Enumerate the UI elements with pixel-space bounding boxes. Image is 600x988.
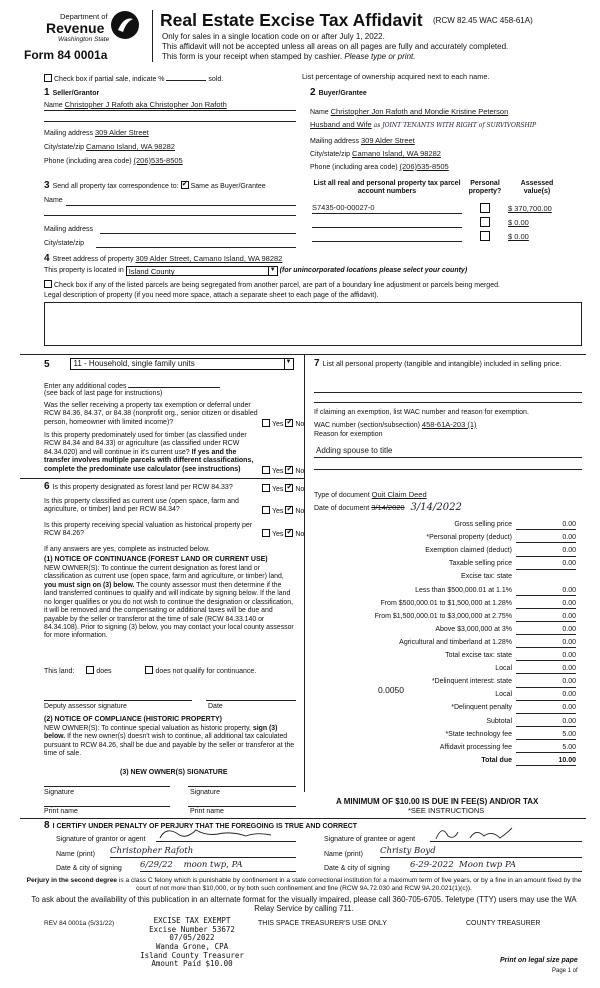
notice1-text-c: The county assessor must then determine if the land transferred continues to qualify and will indicate by signing below. If the land no longer qualifies or you do not wish to continue the designation or classification, it will be removed and the compensating or additional taxes will be due and payable by the seller or transferor at the time of sale (RCW 84.33.140 or 84.34.108). Prior to signing (3) below, you may contact your local county assessor for more information. (44, 581, 294, 640)
tax-row-value[interactable]: 0.00 (516, 652, 576, 661)
tax-row-label: *Delinquent interest: state (431, 678, 512, 686)
section2-num: 2 (310, 87, 316, 98)
no-label: No (295, 531, 305, 538)
located-label: This property is located in (44, 267, 124, 274)
section3-city-label: City/state/zip (44, 240, 85, 247)
section3-name-label: Name (44, 197, 63, 204)
additional-codes-field[interactable] (128, 380, 220, 388)
tax-row-value[interactable]: 0.00 (516, 678, 576, 687)
tax-row-label: Total excise tax: state (445, 652, 512, 659)
tax-row-label: Above $3,000,000 at 3% (435, 625, 512, 633)
notice1-text-a: NEW OWNER(S): To continue the current designation as forest land or classification as current use (open space, farm and agriculture, or timber) land, (44, 565, 284, 581)
seller-address-label: Mailing address (44, 130, 94, 137)
doc-type-field[interactable]: Quit Claim Deed (371, 490, 427, 499)
tax-row-value[interactable]: 0.00 (516, 704, 576, 713)
exemption-claim-label: If claiming an exemption, list WAC number and reason for exemption. (314, 409, 529, 416)
tax-row-label: *Delinquent penalty (451, 704, 512, 712)
does-qualify-checkbox[interactable] (86, 666, 94, 674)
notice2-text-a: NEW OWNER(S): To continue special valuation as historic property, (44, 725, 251, 732)
buyer-phone-field[interactable]: (206)535-8505 (399, 162, 449, 171)
personal-property-checkbox[interactable] (480, 217, 490, 227)
treasurer-stamp (132, 917, 252, 969)
deputy-date-label: Date (208, 703, 223, 710)
seller-city-field[interactable]: Camano Island, WA 98282 (86, 142, 175, 151)
form-title: Real Estate Excise Tax Affidavit (160, 10, 423, 30)
stamp-line: Excise Number 53672 (149, 924, 235, 934)
timber-question-note: If yes and the transfer involves multiple parcels with different classifications, complete the predominate use calculator (see instructions) (44, 448, 254, 473)
tax-row-value[interactable]: 0.00 (516, 560, 576, 569)
tax-row (296, 678, 576, 689)
no-label: No (295, 468, 305, 475)
parcel-number-field[interactable]: S7435-00-00027-0 (312, 203, 375, 212)
personal-property-label: List all personal property (tangible and intangible) included in selling price. (322, 359, 562, 368)
same-as-buyer-label: Same as Buyer/Grantee (190, 183, 266, 190)
grantee-name-label: Name (print) (324, 851, 363, 858)
assessed-value-field[interactable]: $ 0.00 (508, 232, 529, 241)
section3-num: 3 (44, 180, 50, 191)
tax-row (296, 560, 576, 571)
no-label: No (295, 421, 305, 428)
tax-row (296, 731, 576, 742)
personal-property-checkbox[interactable] (480, 231, 490, 241)
minimum-due-note: A MINIMUM OF $10.00 IS DUE IN FEE(S) AND/OR TAX (336, 797, 539, 806)
yes-label: Yes (272, 421, 284, 428)
current-use-yes-checkbox[interactable] (262, 506, 270, 514)
grantee-date-label: Date & city of signing (324, 865, 390, 872)
stamp-line: Amount Paid $10.00 (151, 959, 233, 969)
forest-question: Is this property designated as forest land per RCW 84.33? (52, 484, 233, 491)
tax-row-value[interactable]: 0.00 (516, 600, 576, 609)
same-as-buyer-checkbox[interactable] (181, 181, 189, 189)
tax-row-value[interactable]: 0.00 (516, 613, 576, 622)
page-number: Page 1 of (552, 968, 578, 974)
parcels-header-personal: Personal property? (468, 180, 502, 196)
personal-property-checkbox[interactable] (480, 203, 490, 213)
grantor-name-field[interactable]: Christopher Rafoth (110, 846, 296, 858)
forest-yes-checkbox[interactable] (262, 484, 270, 492)
partial-sale-percent-field[interactable] (166, 73, 206, 81)
local-rate: 0.0050 (378, 685, 404, 695)
tax-row-value[interactable]: 0.00 (516, 547, 576, 556)
historic-yes-checkbox[interactable] (262, 529, 270, 537)
this-land-label: This land: (44, 668, 75, 675)
q2-yes-checkbox[interactable] (262, 466, 270, 474)
partial-sale-sold: sold. (208, 76, 224, 83)
no-label: No (295, 486, 305, 493)
yes-label: Yes (272, 486, 284, 493)
q1-yes-checkbox[interactable] (262, 419, 270, 427)
use-code-value: 11 - Household, single family units (73, 359, 195, 368)
tax-row (296, 613, 576, 624)
buyer-name-label: Name (310, 109, 329, 116)
section3-address-label: Mailing address (44, 226, 94, 233)
perjury-text: is a class C felony which is punishable by confinement in a state correctional institution for a maximum term of five years, or by a fine in an amount fixed by the court of not more than $10,000, or by both such confinement and fine (RCW 9A.72.030 and RCW 9A.20.021(1)(c)). (118, 877, 582, 892)
buyer-city-label: City/state/zip (310, 151, 351, 158)
seller-heading: Seller/Grantor (52, 90, 100, 97)
tax-row-value[interactable]: 0.00 (516, 626, 576, 635)
form-rcw: (RCW 82.45 WAC 458-61A) (433, 16, 533, 25)
rev-number: REV 84 0001a (5/31/22) (44, 920, 115, 927)
wa-logo-icon (110, 10, 140, 40)
tax-row-label: From $1,500,000.01 to $3,000,000 at 2.75% (374, 612, 512, 620)
see-instructions: *SEE INSTRUCTIONS (408, 806, 485, 815)
segregated-label: Check box if any of the listed parcels are being segregated from another parcel, are part of a boundary line adjustment or parcels being merged. (54, 282, 500, 289)
exemption-question: Was the seller receiving a property tax exemption or deferral under RCW 84.36, 84.37, or 84.38 (nonprofit org., senior citizen or disabled person, homeowner with limited income)? (44, 402, 258, 426)
grantor-date-field[interactable]: 6/29/22 moon twp, PA (140, 860, 296, 872)
grantee-date-field[interactable]: 6-29-2022 Moon twp PA (410, 860, 582, 872)
tax-row (296, 718, 576, 729)
if-any-yes: If any answers are yes, complete as instructed below. (44, 546, 210, 553)
tax-row (296, 547, 576, 558)
buyer-name-field[interactable]: Christopher Jon Rafoth and Mondie Kristine Peterson (330, 107, 509, 116)
note3: This form is your receipt when stamped by cashier. (162, 52, 343, 61)
notice2-text-b: sign (3) below. (44, 725, 278, 741)
section8-num: 8 (44, 820, 50, 831)
tax-row-value[interactable]: 5.00 (516, 731, 576, 740)
tax-row-label: Gross selling price (454, 521, 512, 528)
buyer-address-field[interactable]: 309 Alder Street (360, 136, 415, 145)
buyer-name2-field[interactable]: Husband and Wife (310, 120, 372, 129)
legal-description-label: Legal description of property (if you need more space, attach a separate sheet to each page of the affidavit). (44, 292, 379, 299)
does-not-qualify-checkbox[interactable] (145, 666, 153, 674)
grantor-signature-image (156, 826, 296, 842)
seller-phone-label: Phone (including area code) (44, 158, 132, 165)
county-note: (for unincorporated locations please select your county) (279, 267, 468, 274)
dept-line2: Revenue (46, 20, 105, 36)
tax-row-value[interactable]: 0.00 (516, 665, 576, 674)
tax-row-value[interactable]: 10.00 (516, 757, 576, 766)
deputy-signature-label: Deputy assessor signature (44, 703, 127, 710)
does-not-label: does not qualify for continuance. (155, 668, 257, 675)
seller-address-field[interactable]: 309 Alder Street (94, 128, 149, 137)
yes-label: Yes (272, 468, 284, 475)
tax-row (296, 521, 576, 532)
grantee-signature-field[interactable] (430, 826, 582, 842)
section4-num: 4 (44, 253, 50, 264)
county-select[interactable] (126, 266, 278, 276)
tax-row-label: Excise tax: state (461, 573, 512, 581)
tax-row (296, 744, 576, 755)
use-code-select[interactable] (70, 358, 294, 370)
tax-row-label: From $500,000.01 to $1,500,000 at 1.28% (380, 599, 512, 607)
partial-sale-checkbox[interactable] (44, 74, 52, 82)
tax-row-label: Exemption claimed (deduct) (425, 547, 512, 555)
seller-phone-field[interactable]: (206)535-8505 (133, 156, 183, 165)
seller-name-field[interactable]: Christopher J Rafoth aka Christopher Jon Rafoth (64, 100, 227, 109)
notice2-text-c: If the new owner(s) doesn't wish to continue, all additional tax calculated pursuant to RCW 84.26, shall be due and payable by the seller or transferor at the time of sale. (44, 733, 295, 758)
treasurer-space: THIS SPACE TREASURER'S USE ONLY (258, 920, 387, 927)
alt-format-note: To ask about the availability of this publication in an alternate format for the visually impaired, please call 360-705-6705. Teletype (TTY) users may use the WA Relay Service by calling 711. (31, 895, 577, 913)
tax-row-value[interactable]: 0.00 (516, 691, 576, 700)
tax-row-value[interactable]: 0.00 (516, 718, 576, 727)
yes-label: Yes (272, 508, 284, 515)
historic-no-checkbox[interactable] (285, 529, 293, 537)
grantee-signature-image (430, 826, 582, 842)
section1-num: 1 (44, 87, 50, 98)
tax-row-value[interactable]: 0.00 (516, 534, 576, 543)
tax-row-value[interactable]: 5.00 (516, 744, 576, 753)
historic-question: Is this property receiving special valuation as historical property per RCW 84.26? (44, 522, 253, 538)
stamp-line: EXCISE TAX EXEMPT (153, 916, 231, 925)
doc-date-field[interactable]: 3/14/2020 (371, 503, 405, 512)
street-address-field[interactable]: 309 Alder Street, Camano Island, WA 98282 (135, 254, 283, 263)
tax-row-label: Less than $500,000.01 at 1.1% (415, 586, 512, 594)
note1: Only for sales in a single location code on or after July 1, 2022. (162, 32, 385, 41)
tax-row-label: Total due (481, 756, 512, 764)
no-label: No (295, 508, 305, 515)
assessed-value-field[interactable]: $ 370,700.00 (508, 204, 552, 213)
tax-row-label: Taxable selling price (448, 560, 512, 568)
grantee-name-field[interactable]: Christy Boyd (380, 846, 582, 858)
tax-row-label: Agricultural and timberland at 1.28% (399, 638, 512, 646)
certify-statement: I CERTIFY UNDER PENALTY OF PERJURY THAT THE FOREGOING IS TRUE AND CORRECT (52, 823, 358, 830)
does-label: does (96, 668, 112, 675)
note2: This affidavit will not be accepted unless all areas on all pages are fully and accurately completed. (162, 42, 509, 51)
tax-row-value[interactable]: 0.00 (516, 639, 576, 648)
tax-row (296, 573, 576, 584)
parcels-header-accounts: List all real and personal property tax parcel account numbers (313, 180, 461, 196)
current-use-no-checkbox[interactable] (285, 506, 293, 514)
tax-row-value[interactable]: 0.00 (516, 521, 576, 530)
legal-description-field[interactable] (44, 302, 582, 346)
legal-size-note: Print on legal size pape (500, 957, 578, 964)
ownership-note: List percentage of ownership acquired next to each name. (302, 72, 490, 81)
additional-codes-label: Enter any additional codes (44, 383, 127, 390)
tax-row-value[interactable]: 0.00 (516, 587, 576, 596)
tax-row-label: Local (495, 665, 512, 673)
tax-row-label: *Personal property (deduct) (426, 534, 512, 542)
tax-row (296, 757, 576, 768)
tax-row (296, 587, 576, 598)
dept-line1: Department of (60, 12, 108, 21)
buyer-phone-label: Phone (including area code) (310, 164, 398, 171)
tax-row (296, 691, 576, 702)
tax-row (296, 704, 576, 715)
q1-no-checkbox[interactable] (285, 419, 293, 427)
grantor-date-label: Date & city of signing (56, 865, 122, 872)
notice1-text-b: you must sign on (3) below. (44, 581, 135, 589)
tax-row-label: *State technology fee (445, 730, 512, 738)
wac-field[interactable]: 458-61A-203 (1) (421, 420, 477, 429)
tax-row (296, 639, 576, 650)
chevron-down-icon: ▼ (268, 267, 277, 275)
chevron-down-icon: ▼ (284, 359, 293, 369)
assessed-value-field[interactable]: $ 0.00 (508, 218, 529, 227)
section6-num: 6 (44, 481, 50, 492)
forest-no-checkbox[interactable] (285, 484, 293, 492)
perjury-bold: Perjury in the second degree (26, 877, 118, 884)
buyer-city-field[interactable]: Camano Island, WA 98282 (352, 149, 441, 158)
reason-label: Reason for exemption (314, 431, 383, 438)
dept-line3: Washington State (58, 36, 110, 43)
doc-type-label: Type of document (314, 492, 370, 499)
note3b: Please type or print. (344, 52, 416, 61)
doc-date-handwritten: 3/14/2022 (410, 502, 462, 513)
q2-no-checkbox[interactable] (285, 466, 293, 474)
partial-sale-label: Check box if partial sale, indicate % (54, 76, 165, 83)
county-value: Island County (128, 267, 175, 276)
reason-field[interactable]: Adding spouse to title (316, 446, 393, 455)
tax-row (296, 534, 576, 545)
grantee-signature-label: Signature of grantee or agent (324, 836, 416, 843)
grantor-name-label: Name (print) (56, 851, 95, 858)
seller-city-label: City/state/zip (44, 144, 85, 151)
owner-print-name-label-2: Print name (190, 808, 224, 815)
owner-signature-label-2: Signature (190, 789, 220, 796)
grantor-signature-field[interactable] (156, 826, 296, 842)
section7-num: 7 (314, 358, 320, 369)
parcels-header-assessed: Assessed value(s) (520, 180, 554, 196)
form-number: Form 84 0001a (24, 48, 108, 62)
tax-row (296, 600, 576, 611)
tax-row (296, 665, 576, 676)
tax-row (296, 652, 576, 663)
timber-question: Is this property predominately used for timber (as classified under RCW 84.34 and 84.33) or agriculture (as classified under RCW 84.34.020) and will continue in it's current use? (44, 432, 247, 456)
owner-signature-label: Signature (44, 789, 74, 796)
owner-print-name-label: Print name (44, 808, 78, 815)
grantor-signature-label: Signature of grantor or agent (56, 836, 146, 843)
seller-name-label: Name (44, 102, 63, 109)
stamp-line: 07/05/2022 (169, 933, 215, 943)
tax-row-label: Affidavit processing fee (439, 743, 512, 751)
stamp-line: Island County Treasurer (140, 950, 244, 960)
current-use-question: Is this property classified as current use (open space, farm and agriculture, or timber) land per RCW 84.34? (44, 498, 239, 514)
buyer-heading: Buyer/Grantee (318, 90, 367, 97)
tax-row-label: Local (495, 691, 512, 699)
buyer-address-label: Mailing address (310, 138, 360, 145)
buyer-vesting-hand: as JOINT TENANTS WITH RIGHT of SURVIVORSHIP (373, 122, 537, 129)
notice2-heading: (2) NOTICE OF COMPLIANCE (HISTORIC PROPERTY) (44, 716, 222, 723)
stamp-line: Wanda Grone, CPA (155, 941, 229, 951)
section5-num: 5 (44, 359, 50, 370)
segregated-checkbox[interactable] (44, 280, 52, 288)
notice1-heading: (1) NOTICE OF CONTINUANCE (FOREST LAND OR CURRENT USE) (44, 556, 268, 563)
wac-label: WAC number (section/subsection) (314, 422, 420, 429)
street-label: Street address of property (52, 256, 134, 263)
section3-label: Send all property tax correspondence to: (52, 183, 179, 190)
notice3-heading: (3) NEW OWNER(S) SIGNATURE (120, 769, 228, 776)
tax-row-label: Subtotal (486, 717, 512, 725)
tax-row (296, 626, 576, 637)
yes-label: Yes (272, 531, 284, 538)
doc-date-label: Date of document (314, 505, 370, 512)
see-back-note: (see back of last page for instructions) (44, 390, 163, 397)
county-treasurer-label: COUNTY TREASURER (466, 920, 541, 927)
